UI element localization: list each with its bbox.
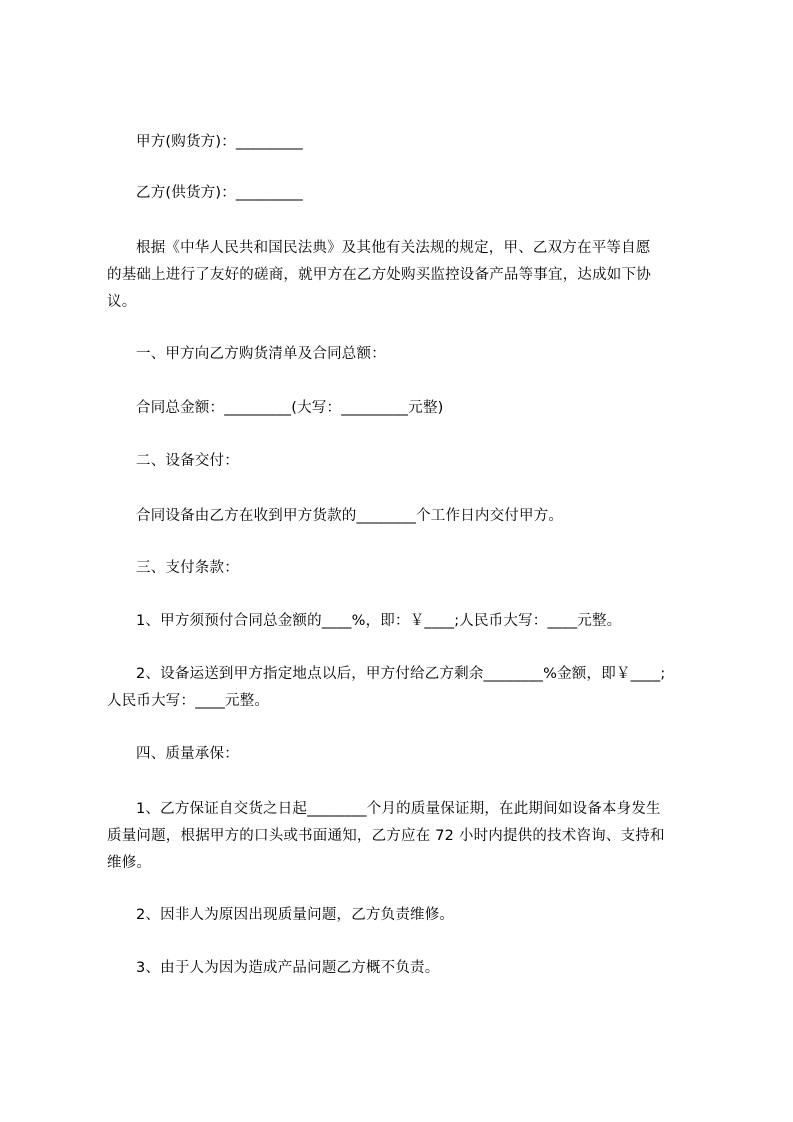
section-1-title: 一、甲方向乙方购货清单及合同总额：	[136, 346, 386, 362]
warranty-clause-1-line-1: 1、乙方保证自交货之日起________个月的质量保证期，在此期间如设备本身发生	[136, 801, 661, 817]
preamble-line-3: 议。	[107, 294, 137, 310]
warranty-clause-1-line-2: 质量问题，根据甲方的口头或书面通知，乙方应在 72 小时内提供的技术咨询、支持和	[107, 828, 665, 844]
preamble-line-2: 的基础上进行了友好的磋商，就甲方在乙方处购买监控设备产品等事宜，达成如下协	[107, 267, 651, 283]
section-2-title: 二、设备交付：	[136, 453, 239, 469]
delivery-clause: 合同设备由乙方在收到甲方货款的________个工作日内交付甲方。	[136, 508, 564, 524]
warranty-clause-3: 3、由于人为因为造成产品问题乙方概不负责。	[136, 960, 440, 976]
contract-total-line: 合同总金额：_________(大写：_________元整)	[136, 400, 444, 416]
warranty-clause-1-line-3: 维修。	[107, 855, 152, 871]
section-4-title: 四、质量承保：	[136, 746, 239, 762]
payment-clause-2-line-1: 2、设备运送到甲方指定地点以后，甲方付给乙方剩余________%金额，即￥____;	[136, 666, 666, 682]
warranty-clause-2: 2、因非人为原因出现质量问题，乙方负责维修。	[136, 907, 455, 923]
section-3-title: 三、支付条款：	[136, 560, 239, 576]
party-a-line: 甲方(购货方)：_________	[136, 134, 303, 150]
party-b-line: 乙方(供货方)：_________	[136, 185, 303, 201]
payment-clause-1: 1、甲方须预付合同总金额的____%，即：￥____;人民币大写：____元整。	[136, 613, 622, 629]
preamble-line-1: 根据《中华人民共和国民法典》及其他有关法规的规定，甲、乙双方在平等自愿	[136, 240, 651, 256]
payment-clause-2-line-2: 人民币大写：____元整。	[107, 693, 270, 709]
